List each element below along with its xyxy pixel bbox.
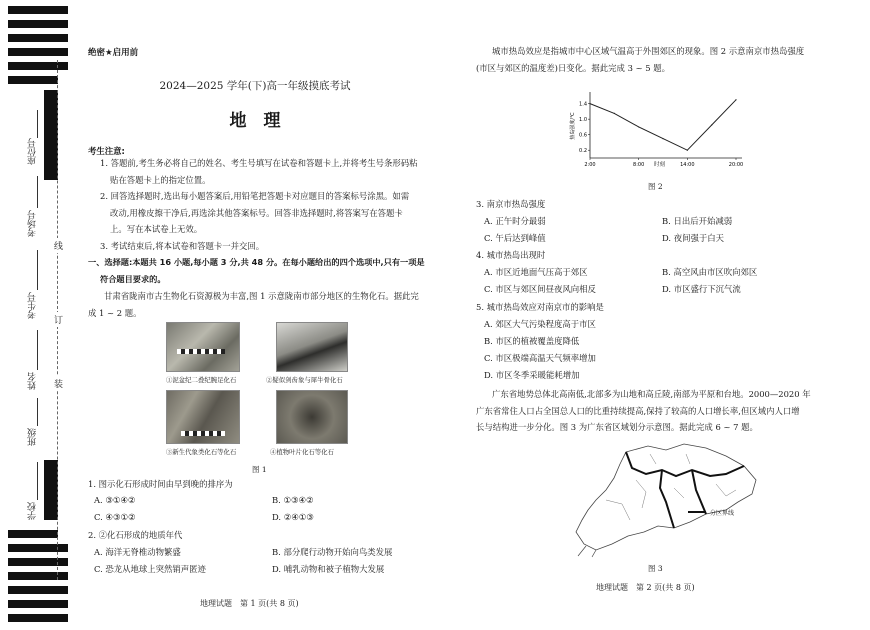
chart-point (711, 124, 712, 125)
guangdong-intro (476, 386, 846, 436)
binding-mark-line: 线 (54, 238, 63, 253)
chart-point (614, 113, 615, 114)
binding-block (44, 90, 58, 180)
guangdong-region-map (566, 440, 766, 558)
fossil-caption-3: ③新生代象类化石等化石 (166, 448, 237, 456)
heat-island-series-line (590, 100, 736, 150)
binding-mark-bind: 装 (54, 376, 63, 391)
page2-footer: 地理试题 第 2 页(共 8 页) (596, 583, 695, 592)
q1-option-c[interactable]: C. ④③①② (94, 512, 136, 522)
map-legend-label: 分区界线 (710, 510, 735, 517)
q2-option-d[interactable]: D. 哺乳动物和被子植物大发展 (272, 564, 385, 574)
chart-x-label: 时刻 (654, 162, 666, 168)
question-1: 1. 图示化石形成时间由早到晚的排序为 (88, 479, 233, 489)
province-outline (576, 444, 756, 550)
field-label-examnum: 考生号 (28, 292, 38, 319)
binding-block (44, 460, 58, 520)
barcode-mark (8, 20, 68, 28)
field-line (37, 330, 38, 370)
notice-line: 贴在答题卡上的指定位置。 (110, 174, 211, 185)
field-label-room: 考场号 (28, 210, 38, 237)
intro-line: 甘肃省陇南市古生物化石资源极为丰富,图 1 示意陇南市部分地区的生物化石。据此完 (104, 291, 419, 301)
barcode-mark (8, 530, 58, 538)
question-3: 3. 南京市热岛强度 (476, 199, 546, 209)
chart-point (662, 138, 663, 139)
chart-point (589, 103, 590, 104)
intro-line: (市区与郊区的温度差)日变化。据此完成 3 ~ 5 题。 (476, 62, 670, 73)
q5-option-a[interactable]: A. 郊区大气污染程度高于市区 (484, 319, 596, 329)
chart-y-label: 热岛强度/℃ (570, 112, 576, 140)
heat-island-chart (566, 86, 746, 166)
question-5: 5. 城市热岛效应对南京市的影响是 (476, 302, 604, 312)
q3-option-d[interactable]: D. 夜间强于白天 (662, 233, 724, 243)
chart-point (735, 99, 736, 100)
chart-point (687, 150, 688, 151)
secret-label: 绝密★启用前 (88, 48, 139, 58)
y-tick-label: 0.6 (579, 132, 587, 139)
notice-line: 1. 答题前,考生务必将自己的姓名、考生号填写在试卷和答题卡上,并将考生号条形码粘 (100, 158, 418, 168)
q4-option-c[interactable]: C. 市区与郊区间昼夜风向相反 (484, 284, 596, 294)
barcode-mark (8, 6, 68, 14)
q4-option-d[interactable]: D. 市区盛行下沉气流 (662, 284, 741, 294)
q3-option-c[interactable]: C. 午后达到峰值 (484, 233, 546, 243)
question-4: 4. 城市热岛出现时 (476, 250, 546, 260)
q5-option-c[interactable]: C. 市区极端高温天气频率增加 (484, 353, 596, 363)
section-heading-line: 一、选择题:本题共 16 小题,每小题 3 分,共 48 分。在每小题给出的四个选项中,只有一项是 (88, 257, 425, 267)
fossil-caption-1: ①泥盆纪二叠纪腕足化石 (166, 376, 237, 384)
barcode-mark (8, 62, 68, 70)
figure3-label: 图 3 (648, 564, 663, 573)
barcode-mark (8, 558, 68, 566)
barcode-mark (8, 586, 68, 594)
subject-title: 地 理 (229, 111, 281, 131)
fossil-caption-2: ②疑似剑齿象与犀牛骨化石 (266, 376, 343, 384)
barcode-mark (8, 600, 68, 608)
x-tick-label: 14:00 (680, 162, 695, 166)
page1-footer: 地理试题 第 1 页(共 8 页) (200, 599, 299, 608)
q2-option-b[interactable]: B. 部分爬行动物开始向鸟类发展 (272, 547, 393, 557)
x-tick-label: 20:00 (728, 162, 744, 166)
intro-line: 广东省常住人口占全国总人口的比重持续提高,保持了较高的人口增长率,但区域内人口增 (476, 405, 800, 416)
q1-option-b[interactable]: B. ①③④② (272, 495, 314, 505)
fossil-intro (88, 288, 443, 321)
fossil-photo-3 (166, 390, 240, 444)
notice-line: 上。写在本试卷上无效。 (110, 224, 203, 235)
notice-line: 3. 考试结束后,将本试卷和答题卡一并交回。 (100, 240, 265, 251)
figure1-label: 图 1 (252, 465, 267, 474)
notice-line: 改动,用橡皮擦干净后,再选涂其他答案标号。回答非选择题时,将答案写在答题卡 (110, 207, 403, 218)
fossil-caption-4: ④植物叶片化石等化石 (270, 448, 334, 456)
exam-title: 2024—2025 学年(下)高一年级摸底考试 (159, 80, 351, 92)
barcode-mark (8, 76, 58, 84)
q3-option-b[interactable]: B. 日出后开始减弱 (662, 216, 733, 226)
barcode-mark (8, 572, 68, 580)
intro-line: 广东省地势总体北高南低,北部多为山地和高丘陵,南部为平原和台地。2000—2020 年 (492, 389, 811, 399)
field-line (37, 110, 38, 138)
barcode-mark (8, 544, 68, 552)
q2-option-c[interactable]: C. 恐龙从地球上突然销声匿迹 (94, 564, 206, 574)
section-heading (88, 254, 443, 287)
field-line (37, 398, 38, 426)
notice-list (100, 155, 440, 255)
intro-line: 城市热岛效应是指城市中心区域气温高于外围郊区的现象。图 2 示意南京市热岛强度 (492, 46, 805, 56)
q1-option-d[interactable]: D. ②④①③ (272, 512, 314, 522)
intro-line: 成 1 ~ 2 题。 (88, 307, 142, 318)
fossil-photo-4 (276, 390, 348, 444)
q5-option-d[interactable]: D. 市区冬季采暖能耗增加 (484, 370, 580, 380)
y-tick-label: 0.2 (579, 148, 587, 155)
x-tick-label: 8:00 (633, 162, 645, 166)
figure2-label: 图 2 (648, 182, 663, 191)
fossil-photo-2 (276, 322, 348, 372)
field-label-school: 学校 (28, 502, 38, 520)
q3-option-a[interactable]: A. 正午时分最弱 (484, 216, 546, 226)
intro-line: 长与结构进一步分化。图 3 为广东省区域划分示意图。据此完成 6 ~ 7 题。 (476, 422, 758, 433)
q1-option-a[interactable]: A. ③①④② (94, 495, 136, 505)
notice-line: 2. 回答选择题时,选出每小题答案后,用铅笔把答题卡对应题目的答案标号涂黑。如需 (100, 191, 410, 202)
heat-island-intro (476, 43, 846, 76)
field-line (37, 462, 38, 500)
fossil-photo-1 (166, 322, 240, 372)
barcode-mark (8, 34, 68, 42)
field-label-name: 姓名 (28, 372, 38, 390)
section-heading-line: 符合题目要求的。 (100, 273, 166, 284)
y-tick-label: 1.4 (579, 101, 587, 108)
barcode-mark (8, 614, 68, 622)
field-label-class: 班级 (28, 428, 38, 446)
chart-points (589, 99, 736, 151)
q4-option-a[interactable]: A. 市区近地面气压高于郊区 (484, 267, 588, 277)
x-tick-label: 2:00 (584, 162, 596, 166)
binding-mark-staple: 订 (54, 312, 63, 327)
field-label-seat: 座位号 (28, 138, 38, 165)
chart-point (638, 126, 639, 127)
y-tick-label: 1.0 (579, 117, 587, 124)
question-2: 2. ②化石形成的地质年代 (88, 530, 183, 540)
field-line (37, 176, 38, 208)
chart-y-ticks (579, 102, 590, 155)
field-line (37, 250, 38, 290)
notice-title: 考生注意: (88, 146, 125, 156)
q5-option-b[interactable]: B. 市区的植被覆盖度降低 (484, 336, 580, 346)
barcode-mark (8, 48, 68, 56)
q4-option-b[interactable]: B. 高空风由市区吹向郊区 (662, 267, 758, 277)
q2-option-a[interactable]: A. 海洋无脊椎动物繁盛 (94, 547, 181, 557)
binding-strip (0, 0, 80, 630)
